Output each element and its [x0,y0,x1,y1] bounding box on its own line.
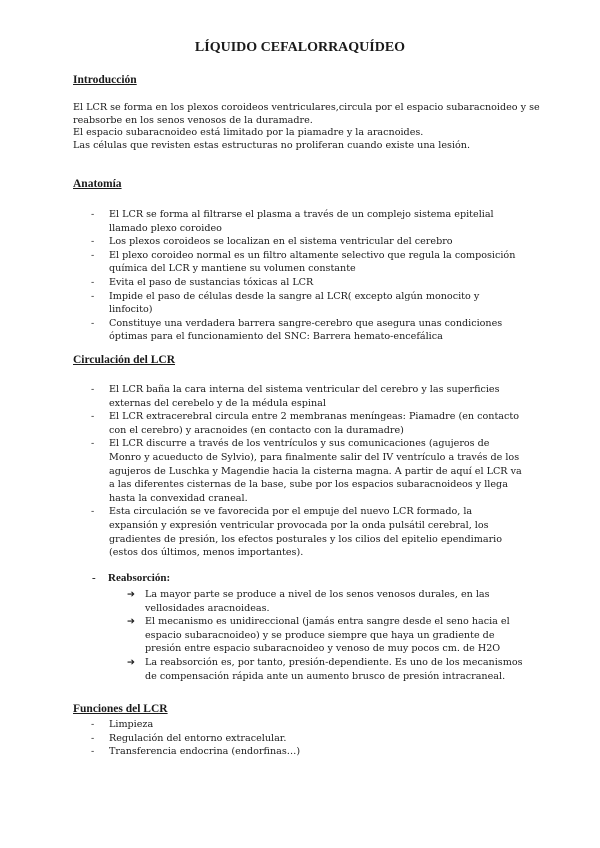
list-item [0,276,523,290]
dash-bullet: - [92,572,96,584]
anatomia-list [0,208,523,344]
dash-bullet: - [91,732,95,744]
list-item-text: El mecanismo es unidireccional (jamás entra sangre desde el seno hacia el espacio subaracnoideo) y se produce siempre que haya un gradiente de presión entre espacio subaracnoideo y venoso de muy pocos cm. de H2O [145,616,510,655]
dash-bullet: - [91,276,95,288]
list-item-text: La mayor parte se produce a nivel de los senos venosos durales, en las vellosidades aracnoideas. [145,589,490,614]
list-item-text: Esta circulación se ve favorecida por el empuje del nuevo LCR formado, la expansión y expresión ventricular provocada por la onda pulsátil cerebral, los gradientes de presión, los efectos posturales y los cilios del epitelio ependimario (estos dos últimos, menos importantes). [109,506,503,559]
intro-line: Las células que revisten estas estructuras no proliferan cuando existe una lesión. [73,139,471,151]
list-item [0,290,523,317]
list-item-text: El LCR se forma al filtrarse el plasma a través de un complejo sistema epitelial llamado plexo coroideo [109,209,494,234]
arrow-right-icon: ➔ [127,616,136,628]
dash-bullet: - [91,746,95,758]
arrow-right-icon: ➔ [127,656,136,668]
intro-line: El espacio subaracnoideo está limitado por la piamadre y la aracnoides. [73,127,424,139]
list-item [0,718,523,732]
list-item [0,656,530,683]
list-item-text: La reabsorción es, por tanto, presión-dependiente. Es uno de los mecanismos de compensación rápida ante un aumento brusco de presión intracraneal. [145,656,523,682]
list-item-text: El LCR discurre a través de los ventrículos y sus comunicaciones (agujeros de Monro y acueducto de Sylvio), para finalmente salir del IV ventrículo a través de los agujeros de Luschka y Magendie hacia la cisterna magna. A partir de aquí el LCR va a las diferentes cisternas de la base, sube por los espacios subaracnoideos y llega hasta la convexidad craneal. [109,438,522,504]
list-item-text: El LCR extracerebral circula entre 2 membranas meníngeas: Piamadre (en contacto con el cerebro) y aracnoides (en contacto con la duramadre) [109,411,520,436]
list-item [0,437,523,505]
document-title: LÍQUIDO CEFALORRAQUÍDEO [194,40,406,55]
reabsorcion-label: Reabsorción: [108,572,171,584]
dash-bullet: - [91,411,95,423]
intro-paragraph [73,102,543,152]
arrow-right-icon: ➔ [127,589,136,600]
list-item-text: Evita el paso de sustancias tóxicas al LCR [109,276,314,288]
list-item-text: Regulación del entorno extracelular. [109,732,287,744]
list-item [0,745,523,759]
list-item-text: El LCR baña la cara interna del sistema ventricular del cerebro y las superficies externas del cerebelo y de la médula espinal [109,384,500,409]
dash-bullet: - [91,249,95,261]
heading-introduccion: Introducción [73,74,137,86]
list-item-text: Impide el paso de células desde la sangre al LCR( excepto algún monocito y linfocito) [109,290,480,316]
circulacion-list [0,383,523,560]
intro-line: El LCR se forma en los plexos coroideos ventriculares,circula por el espacio subaracnoideo y se reabsorbe en los senos venosos de la duramadre. [73,102,540,126]
list-item-text: El plexo coroideo normal es un filtro altamente selectivo que regula la composición química del LCR y mantiene su volumen constante [109,249,516,275]
list-item [0,588,530,615]
dash-bullet: - [91,719,95,730]
list-item [0,235,523,249]
list-item [0,505,523,559]
dash-bullet: - [91,384,95,395]
dash-bullet: - [91,236,95,248]
list-item [0,383,523,410]
list-item-text: Los plexos coroideos se localizan en el sistema ventricular del cerebro [109,236,453,248]
list-item-text: Transferencia endocrina (endorfinas…) [109,746,301,758]
reabsorcion-heading [92,572,170,584]
dash-bullet: - [91,317,95,329]
dash-bullet: - [91,506,95,518]
heading-circulacion: Circulación del LCR [73,354,176,366]
reabsorcion-list [0,588,530,683]
heading-funciones: Funciones del LCR [73,703,168,715]
list-item [0,615,530,656]
heading-anatomia: Anatomía [73,178,122,190]
dash-bullet: - [91,438,95,450]
dash-bullet: - [91,290,95,302]
list-item [0,410,523,437]
dash-bullet: - [91,209,95,220]
list-item [0,249,523,276]
list-item [0,317,523,344]
list-item [0,208,523,235]
funciones-list [0,718,523,759]
list-item-text: Constituye una verdadera barrera sangre-cerebro que asegura unas condiciones óptimas para el funcionamiento del SNC: Barrera hemato-encefálica [109,317,503,343]
list-item [0,732,523,746]
list-item-text: Limpieza [109,719,154,730]
